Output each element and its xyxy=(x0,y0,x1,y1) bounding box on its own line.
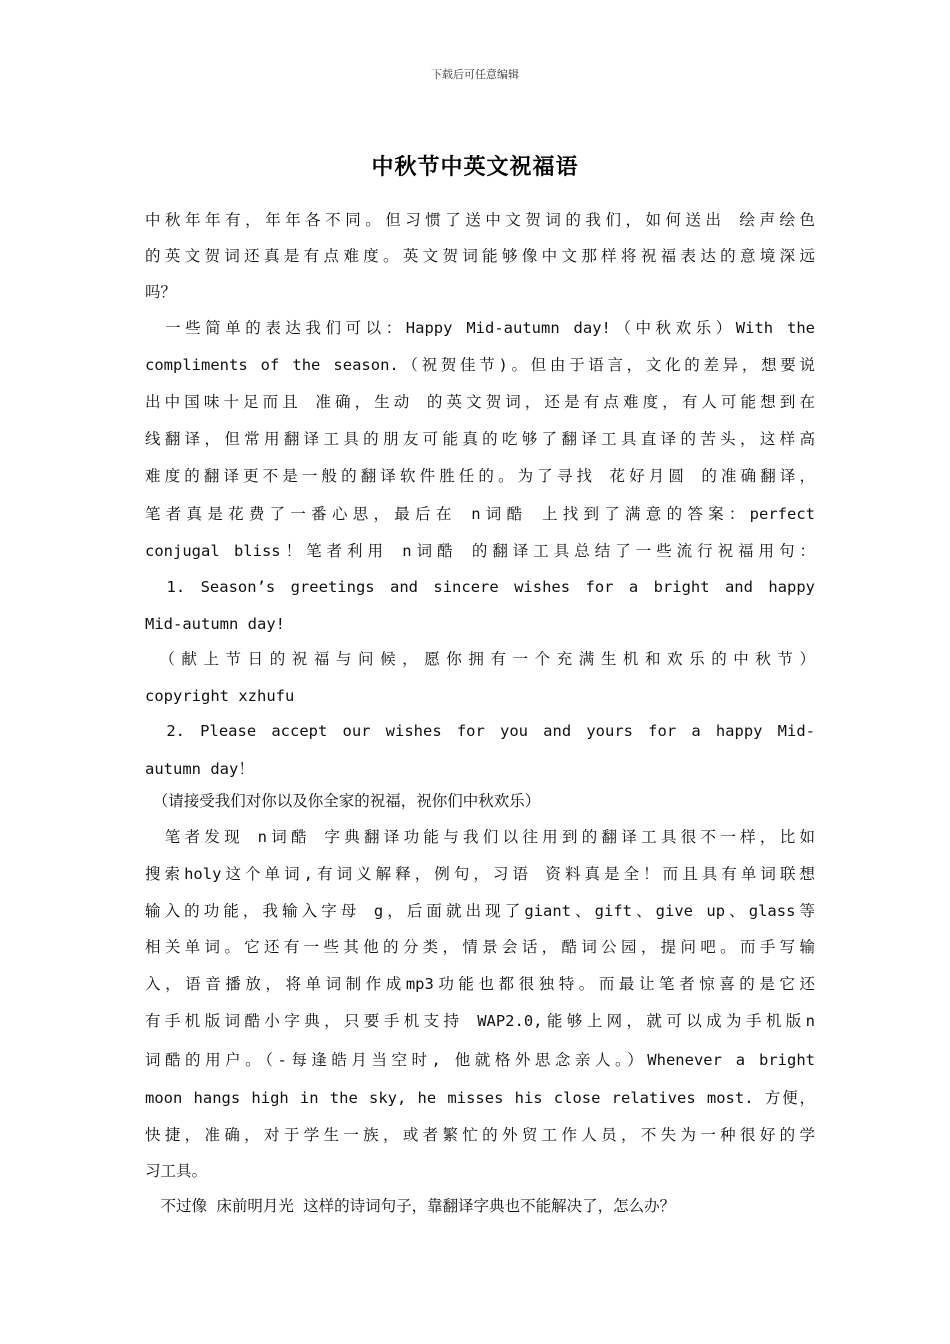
body-line: 中秋年年有，年年各不同。但习惯了送中文贺词的我们，如何送出 绘声绘色 xyxy=(145,211,815,229)
body-line: 习工具。 xyxy=(145,1162,208,1180)
body-line: 相关单词。它还有一些其他的分类，情景会话，酷词公园，提问吧。而手写输 xyxy=(145,938,815,956)
body-line: （献上节日的祝福与问候，愿你拥有一个充满生机和欢乐的中秋节） xyxy=(145,650,815,668)
body-line: 2. Please accept our wishes for you and yours for a happy Mid- xyxy=(145,722,815,740)
body-line: 入，语音播放，将单词制作成mp3功能也都很独特。而最让笔者惊喜的是它还 xyxy=(145,975,815,993)
body-line: 1. Season’s greetings and sincere wishes for a bright and happy xyxy=(145,578,815,596)
body-line: 快捷，准确，对于学生一族，或者繁忙的外贸工作人员，不失为一种很好的学 xyxy=(145,1126,815,1144)
body-line: copyright xzhufu xyxy=(145,687,295,705)
document-title: 中秋节中英文祝福语 xyxy=(371,155,579,180)
body-line: 一些简单的表达我们可以：Happy Mid-autumn day!（中秋欢乐）With the xyxy=(145,319,815,337)
body-line: Mid-autumn day! xyxy=(145,615,285,633)
body-line: 的英文贺词还真是有点难度。英文贺词能够像中文那样将祝福表达的意境深远 xyxy=(145,247,815,265)
body-line: moon hangs high in the sky, he misses his close relatives most. 方便， xyxy=(145,1089,815,1107)
body-line: 搜索holy这个单词,有词义解释，例句，习语 资料真是全！而且具有单词联想 xyxy=(145,865,815,883)
body-line: 不过像 床前明月光 这样的诗词句子，靠翻译字典也不能解决了，怎么办？ xyxy=(145,1197,676,1215)
body-line: 线翻译，但常用翻译工具的朋友可能真的吃够了翻译工具直译的苦头，这样高 xyxy=(145,430,815,448)
body-line: 笔者发现 n词酷 字典翻译功能与我们以往用到的翻译工具很不一样，比如 xyxy=(145,828,815,846)
body-line: （请接受我们对你以及你全家的祝福，祝你们中秋欢乐） xyxy=(145,792,541,810)
body-line: 有手机版词酷小字典，只要手机支持 WAP2.0,能够上网，就可以成为手机版n xyxy=(145,1012,815,1030)
body-line: 吗？ xyxy=(145,283,177,301)
body-line: 难度的翻译更不是一般的翻译软件胜任的。为了寻找 花好月圆 的准确翻译， xyxy=(145,467,815,485)
body-line: autumn day！ xyxy=(145,760,254,778)
body-line: 输入的功能，我输入字母 g，后面就出现了giant、gift、give up、glass等 xyxy=(145,902,815,920)
header-note: 下载后可任意编辑 xyxy=(431,68,519,81)
body-line: 出中国味十足而且 准确，生动 的英文贺词，还是有点难度，有人可能想到在 xyxy=(145,393,815,411)
body-line: compliments of the season.（祝贺佳节)。但由于语言，文化的差异，想要说 xyxy=(145,356,815,374)
body-line: 词酷的用户。（-每逢皓月当空时, 他就格外思念亲人。）Whenever a bright xyxy=(145,1051,815,1069)
body-line: 笔者真是花费了一番心思，最后在 n词酷 上找到了满意的答案：perfect xyxy=(145,505,815,523)
body-line: conjugal bliss！笔者利用 n词酷 的翻译工具总结了一些流行祝福用句： xyxy=(145,542,815,560)
